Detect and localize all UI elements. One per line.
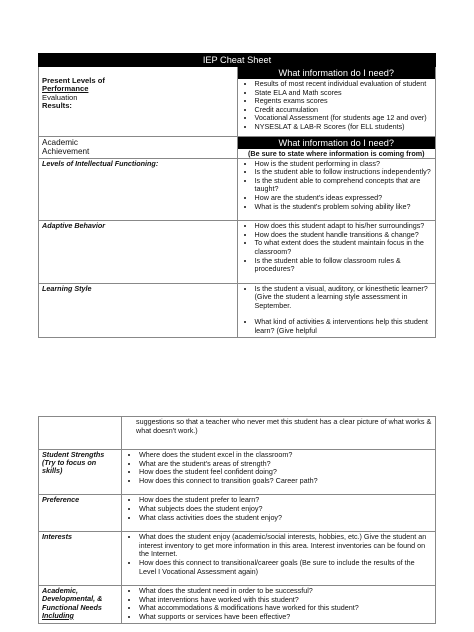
- present-levels-content: [237, 67, 436, 137]
- list-item: • What are the student's areas of strength?: [139, 460, 432, 469]
- list-item: • How does the student feel confident doing?: [139, 468, 432, 477]
- list-item: • How does this connect to transitional/career goals (Be sure to include the results of the Level I Vocational Assessment again): [139, 559, 432, 576]
- present-levels-list: [238, 79, 436, 132]
- intellectual-label: Levels of Intellectual Functioning:: [39, 158, 238, 221]
- adaptive-row: [39, 221, 436, 284]
- what-info-header: What information do I need?: [238, 67, 436, 79]
- preference-list: [125, 496, 432, 522]
- interests-content: [122, 532, 436, 586]
- academic-label: [39, 136, 238, 158]
- list-item: • What interventions have worked with this student?: [139, 596, 432, 605]
- sheet-title: IEP Cheat Sheet: [202, 55, 272, 65]
- list-item: • How are the student's ideas expressed?: [255, 194, 433, 203]
- learning-style-row: [39, 283, 436, 337]
- list-item: • Is the student able to follow instructions independently?: [255, 168, 433, 177]
- needs-label-text: Academic, Developmental, & Functional Needs: [42, 586, 103, 612]
- list-item: • What subjects does the student enjoy?: [139, 505, 432, 514]
- title-row: [39, 54, 436, 67]
- interests-list: [125, 533, 432, 576]
- list-item: • Where does the student excel in the classroom?: [139, 451, 432, 460]
- list-item: • Regents exams scores: [255, 97, 436, 106]
- learning-style-content: [237, 283, 436, 337]
- needs-label-including: Including: [42, 610, 74, 620]
- intellectual-content: [237, 158, 436, 221]
- needs-content: [122, 586, 436, 623]
- strengths-list: [125, 451, 432, 485]
- intellectual-list: [241, 160, 433, 212]
- list-item: • Results of most recent individual evaluation of student: [255, 80, 436, 89]
- present-levels-label: [39, 67, 238, 137]
- needs-list: [125, 587, 432, 621]
- learning-style-list: [241, 285, 433, 336]
- continuation-label: [39, 417, 122, 450]
- interests-label: Interests: [39, 532, 122, 586]
- list-item: • State ELA and Math scores: [255, 89, 436, 98]
- list-item: • Vocational Assessment (for students age 12 and over): [255, 114, 436, 123]
- continuation-content: suggestions so that a teacher who never met this student has a clear picture of what works & what doesn't work.): [122, 417, 436, 450]
- continuation-row: [39, 417, 436, 450]
- list-item: • How does the student prefer to learn?: [139, 496, 432, 505]
- needs-label: [39, 586, 122, 623]
- list-item: • NYSESLAT & LAB-R Scores (for ELL students): [255, 123, 436, 132]
- list-item: • To what extent does the student maintain focus in the classroom?: [255, 239, 433, 256]
- title-cell: [39, 54, 436, 67]
- intellectual-row: [39, 158, 436, 221]
- list-item: • What class activities does the student enjoy?: [139, 514, 432, 523]
- strengths-label: Student Strengths (Try to focus on skills): [39, 450, 122, 495]
- list-item: • How does this connect to transition goals? Career path?: [139, 477, 432, 486]
- preference-content: [122, 495, 436, 532]
- interests-row: [39, 532, 436, 586]
- present-levels-row: [39, 67, 436, 137]
- label-line: Results:: [42, 101, 72, 111]
- cheat-sheet-table-bottom: [38, 416, 436, 624]
- adaptive-label: Adaptive Behavior: [39, 221, 238, 284]
- learning-style-label: Learning Style: [39, 283, 238, 337]
- label-line: Achievement: [42, 146, 90, 156]
- label-line: Present Levels of: [42, 76, 105, 85]
- strengths-content: [122, 450, 436, 495]
- cheat-sheet-table-top: [38, 53, 436, 338]
- list-item: • How is the student performing in class?: [255, 160, 433, 169]
- academic-note: (Be sure to state where information is coming from): [247, 148, 425, 158]
- needs-row: [39, 586, 436, 623]
- list-item: • What does the student enjoy (academic/social interests, hobbies, etc.) Give the student an interest inventory to get more information in this area. Interest inventories can be found on the Internet.: [139, 533, 432, 559]
- academic-row: [39, 136, 436, 158]
- list-item: • What kind of activities & interventions help this student learn? (Give helpful: [255, 318, 433, 335]
- academic-content: [237, 136, 436, 158]
- label-line: Academic: [42, 137, 78, 147]
- list-item: • Is the student a visual, auditory, or kinesthetic learner? (Give the student a learning style assessment in September.: [255, 285, 433, 311]
- preference-label: Preference: [39, 495, 122, 532]
- list-item: • Is the student able to follow classroom rules & procedures?: [255, 257, 433, 274]
- list-item: • How does this student adapt to his/her surroundings?: [255, 222, 433, 231]
- list-item: • Is the student able to comprehend concepts that are taught?: [255, 177, 433, 194]
- adaptive-content: [237, 221, 436, 284]
- label-line: Evaluation: [42, 92, 78, 102]
- academic-header: What information do I need?: [238, 137, 436, 149]
- strengths-row: [39, 450, 436, 495]
- list-item: • How does the student handle transitions & change?: [255, 231, 433, 240]
- label-line: Performance: [42, 84, 89, 94]
- list-item: • What is the student's problem solving ability like?: [255, 203, 433, 212]
- list-item: • What supports or services have been effective?: [139, 613, 432, 622]
- preference-row: [39, 495, 436, 532]
- list-item: • What does the student need in order to be successful?: [139, 587, 432, 596]
- list-item: • Credit accumulation: [255, 106, 436, 115]
- list-item: • What accommodations & modifications have worked for this student?: [139, 604, 432, 613]
- adaptive-list: [241, 222, 433, 274]
